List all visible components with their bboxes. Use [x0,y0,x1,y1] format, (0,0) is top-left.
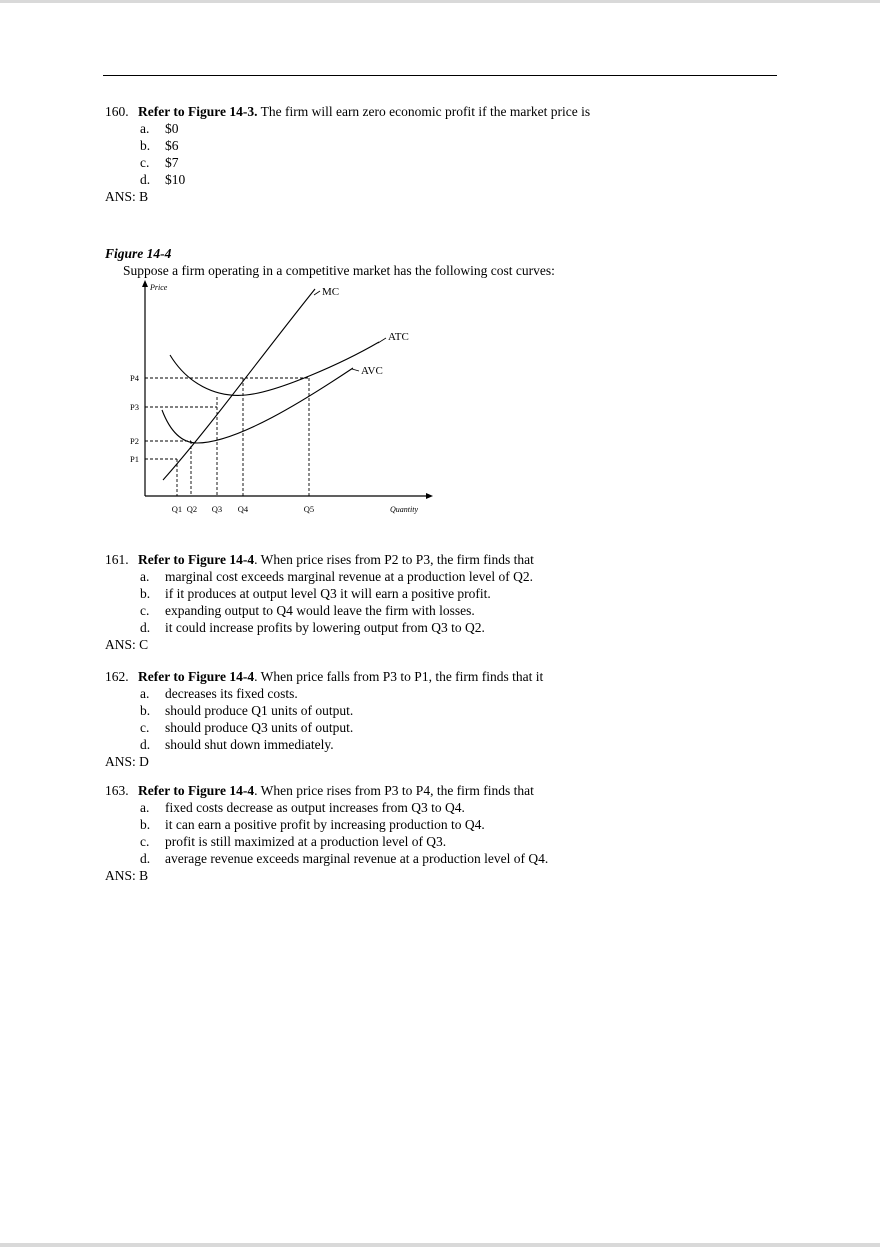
option-a [140,568,795,585]
mc-curve-label: MC [322,286,340,298]
option-letter: c. [140,834,150,849]
atc-label-leader [378,338,386,343]
p1-tick-label: P1 [130,454,139,464]
mc-label-leader [314,291,320,295]
cost-curves-chart [115,279,475,519]
question-stem [105,551,795,568]
question-number: 160. [105,104,129,119]
atc-curve-label: ATC [388,331,409,343]
question-number: 162. [105,669,129,684]
option-text: $6 [165,138,179,153]
option-text: decreases its fixed costs. [165,686,298,701]
question-number: 161. [105,552,129,567]
option-letter: a. [140,569,150,584]
figure-caption: Suppose a firm operating in a competitive market has the following cost curves: [123,263,555,278]
option-c [140,602,795,619]
option-text: profit is still maximized at a production level of Q3. [165,834,447,849]
avc-curve-label: AVC [361,365,383,377]
answer-line: ANS: B [105,189,149,204]
option-b [140,137,795,154]
option-letter: c. [140,603,150,618]
q3-tick-label: Q3 [211,504,223,514]
option-text: $7 [165,155,179,170]
avc-label-leader [352,369,359,371]
q4-tick-label: Q4 [237,504,249,514]
option-text: marginal cost exceeds marginal revenue at a production level of Q2. [165,569,533,584]
option-text: if it produces at output level Q3 it will earn a positive profit. [165,586,491,601]
answer-line: ANS: C [105,637,149,652]
option-text: should produce Q1 units of output. [165,703,354,718]
question-text: Refer to Figure 14-3. The firm will earn zero economic profit if the market price is [138,104,591,119]
answer-line: ANS: B [105,868,149,883]
question-160 [105,103,795,205]
option-a [140,799,795,816]
option-text: it can earn a positive profit by increasing production to Q4. [165,817,485,832]
option-letter: c. [140,720,150,735]
question-text: Refer to Figure 14-4. When price falls from P3 to P1, the firm finds that it [138,669,544,684]
option-letter: c. [140,155,150,170]
option-a [140,120,795,137]
option-d [140,619,795,636]
question-stem [105,668,795,685]
option-letter: a. [140,800,150,815]
option-d [140,736,795,753]
option-letter: d. [140,851,151,866]
option-letter: a. [140,121,150,136]
p4-tick-label: P4 [130,373,139,383]
q2-tick-label: Q2 [186,504,198,514]
option-text: it could increase profits by lowering output from Q3 to Q2. [165,620,485,635]
option-b [140,702,795,719]
figure-14-4 [105,245,795,519]
answer-line: ANS: D [105,754,149,769]
option-letter: a. [140,686,150,701]
option-letter: d. [140,737,151,752]
scan-edge-bottom [0,1243,880,1247]
option-b [140,816,795,833]
option-letter: d. [140,172,151,187]
question-163 [105,782,795,884]
option-letter: b. [140,703,151,718]
p2-tick-label: P2 [130,436,139,446]
scan-edge-top [0,0,880,3]
option-c [140,833,795,850]
question-162 [105,668,795,770]
y-axis-arrow [142,280,148,287]
option-letter: b. [140,817,151,832]
option-d [140,171,795,188]
question-text: Refer to Figure 14-4. When price rises from P3 to P4, the firm finds that [138,783,534,798]
figure-title: Figure 14-4 [105,246,172,261]
option-text: $10 [165,172,186,187]
mc-curve [163,289,315,480]
question-stem [105,103,795,120]
question-text: Refer to Figure 14-4. When price rises from P2 to P3, the firm finds that [138,552,534,567]
q5-tick-label: Q5 [303,504,315,514]
p3-tick-label: P3 [130,402,139,412]
option-text: fixed costs decrease as output increases from Q3 to Q4. [165,800,465,815]
option-text: should produce Q3 units of output. [165,720,354,735]
option-b [140,585,795,602]
option-c [140,719,795,736]
option-text: expanding output to Q4 would leave the firm with losses. [165,603,475,618]
option-d [140,850,795,867]
header-rule [103,75,777,76]
q1-tick-label: Q1 [171,504,183,514]
option-c [140,154,795,171]
question-stem [105,782,795,799]
option-text: average revenue exceeds marginal revenue at a production level of Q4. [165,851,549,866]
x-axis-title: Quantity [390,505,418,514]
option-text: should shut down immediately. [165,737,334,752]
option-a [140,685,795,702]
option-letter: d. [140,620,151,635]
option-letter: b. [140,138,151,153]
option-text: $0 [165,121,179,136]
x-axis-arrow [426,493,433,499]
option-letter: b. [140,586,151,601]
question-161 [105,551,795,653]
y-axis-title: Price [150,283,168,292]
atc-curve [170,342,379,395]
question-number: 163. [105,783,129,798]
